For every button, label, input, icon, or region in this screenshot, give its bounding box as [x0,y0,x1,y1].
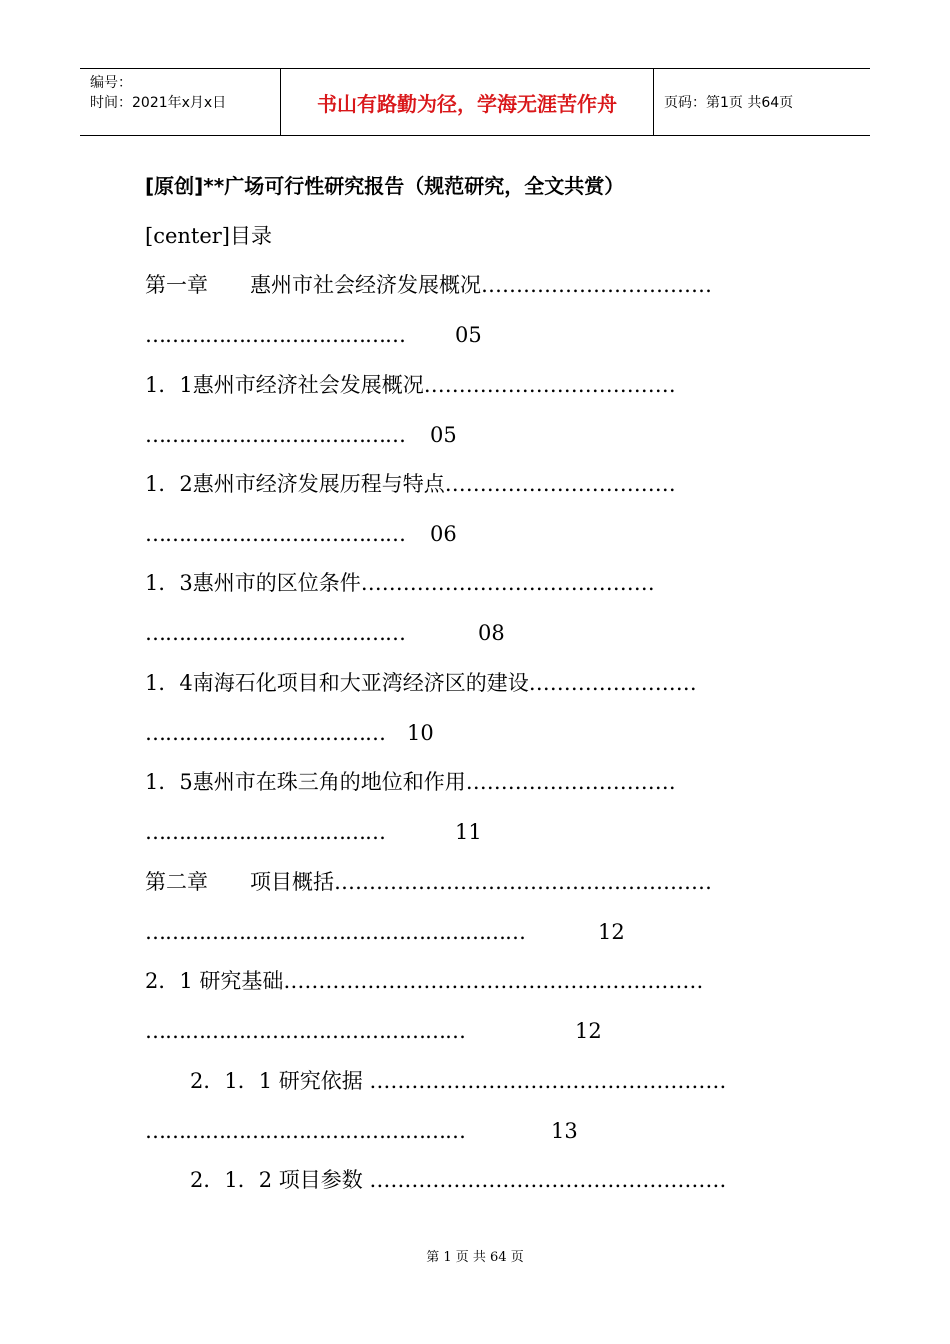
header-motto: 书山有路勤为径，学海无涯苦作舟 [281,69,654,135]
toc-entry-title: 2．1．2 项目参数 …………………………………………… [190,1168,727,1192]
toc-entry-dots: ………………………………… [145,621,405,645]
toc-entry-page: 08 [478,621,505,645]
toc-entry-title: 1．5惠州市在珠三角的地位和作用………………………… [145,770,676,794]
header-meta [80,69,281,135]
toc-entry-dots: ………………………………………… [145,1019,465,1043]
toc-entry-title: 2．1 研究基础…………………………………………………… [145,969,704,993]
toc-entry-title: 第一章 惠州市社会经济发展概况…………………………… [145,273,712,297]
page-header [80,68,870,136]
toc-entry-page: 10 [407,721,434,745]
toc-entry-page: 12 [598,920,625,944]
toc-entry-dots: ……………………………… [145,820,385,844]
document-title: [原创]**广场可行性研究报告（规范研究，全文共赏） [145,174,625,198]
page-footer: 第 1 页 共 64 页 [426,1250,524,1265]
toc-entry-dots: ……………………………… [145,721,385,745]
header-page-info: 页码：第1页 共64页 [664,95,794,111]
toc-entry-page: 05 [430,423,457,447]
toc-entry-page: 12 [575,1019,602,1043]
toc-entry-page: 05 [455,323,482,347]
toc-entry-title: 2．1．1 研究依据 …………………………………………… [190,1069,727,1093]
toc-entry-title: 1．4南海石化项目和大亚湾经济区的建设…………………… [145,671,697,695]
time-label: 时间：2021年x月x日 [90,95,227,111]
toc-entry-page: 11 [455,820,482,844]
toc-entry-title: 1．3惠州市的区位条件…………………………………… [145,571,655,595]
toc-entry-dots: ………………………………………… [145,1119,465,1143]
toc-entry-dots: ………………………………… [145,522,405,546]
toc-entry-dots: ………………………………………………… [145,920,525,944]
toc-entry-title: 1．1惠州市经济社会发展概况……………………………… [145,373,676,397]
toc-entry-dots: ………………………………… [145,323,405,347]
number-label: 编号： [90,75,132,91]
toc-entry-page: 06 [430,522,457,546]
toc-entry-page: 13 [551,1119,578,1143]
toc-entry-dots: ………………………………… [145,423,405,447]
toc-heading: [center]目录 [145,224,273,248]
toc-entry-title: 第二章 项目概括……………………………………………… [145,870,712,894]
toc-entry-title: 1．2惠州市经济发展历程与特点…………………………… [145,472,676,496]
